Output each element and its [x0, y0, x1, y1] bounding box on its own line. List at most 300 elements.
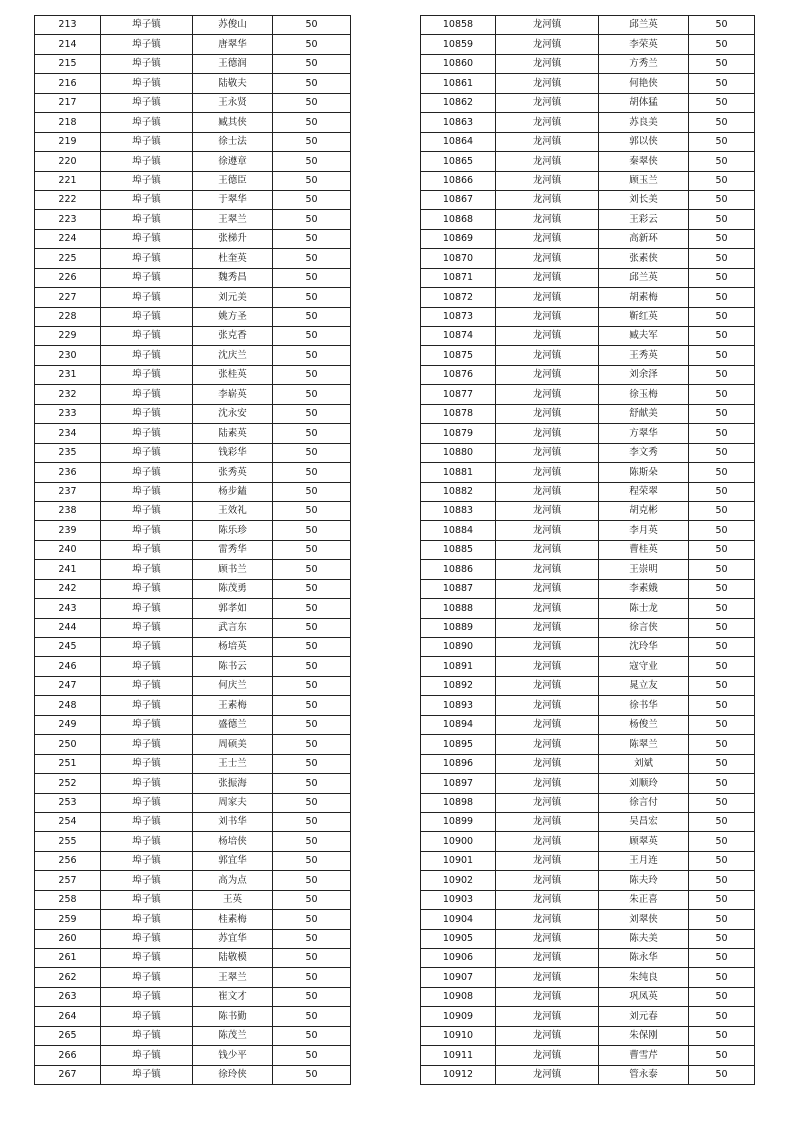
table-row	[35, 929, 351, 948]
town-cell: 龙河镇	[496, 579, 599, 598]
row-number-cell: 10908	[421, 987, 496, 1006]
row-number-cell: 254	[35, 812, 101, 831]
town-cell: 龙河镇	[496, 832, 599, 851]
amount-cell: 50	[273, 987, 351, 1006]
town-cell: 埠子镇	[101, 249, 193, 268]
table-row	[421, 132, 755, 151]
table-row	[35, 949, 351, 968]
table-row	[421, 638, 755, 657]
row-number-cell: 10859	[421, 35, 496, 54]
town-cell: 埠子镇	[101, 599, 193, 618]
table-row	[421, 365, 755, 384]
table-row	[35, 93, 351, 112]
town-cell: 埠子镇	[101, 404, 193, 423]
amount-cell: 50	[689, 676, 755, 695]
amount-cell: 50	[273, 696, 351, 715]
name-cell: 武言东	[193, 618, 273, 637]
amount-cell: 50	[689, 113, 755, 132]
town-cell: 埠子镇	[101, 229, 193, 248]
table-row	[35, 229, 351, 248]
table-row	[35, 424, 351, 443]
row-number-cell: 10889	[421, 618, 496, 637]
row-number-cell: 10869	[421, 229, 496, 248]
row-number-cell: 10890	[421, 638, 496, 657]
amount-cell: 50	[689, 1007, 755, 1026]
table-row	[35, 1026, 351, 1045]
row-number-cell: 10879	[421, 424, 496, 443]
town-cell: 龙河镇	[496, 385, 599, 404]
table-row	[35, 54, 351, 73]
row-number-cell: 265	[35, 1026, 101, 1045]
town-cell: 埠子镇	[101, 365, 193, 384]
row-number-cell: 266	[35, 1046, 101, 1065]
table-row	[421, 443, 755, 462]
row-number-cell: 10891	[421, 657, 496, 676]
name-cell: 徐遵章	[193, 152, 273, 171]
amount-cell: 50	[689, 618, 755, 637]
name-cell: 杨培侠	[193, 832, 273, 851]
row-number-cell: 10881	[421, 463, 496, 482]
name-cell: 舒献美	[599, 404, 689, 423]
name-cell: 陈茂勇	[193, 579, 273, 598]
table-row	[421, 346, 755, 365]
amount-cell: 50	[273, 618, 351, 637]
row-number-cell: 10893	[421, 696, 496, 715]
table-row	[421, 540, 755, 559]
row-number-cell: 238	[35, 501, 101, 520]
name-cell: 臧其侠	[193, 113, 273, 132]
town-cell: 龙河镇	[496, 501, 599, 520]
name-cell: 李荣英	[599, 35, 689, 54]
table-row	[421, 268, 755, 287]
roster-table-left-body	[35, 16, 351, 1085]
town-cell: 龙河镇	[496, 365, 599, 384]
table-row	[421, 910, 755, 929]
town-cell: 龙河镇	[496, 443, 599, 462]
name-cell: 王彩云	[599, 210, 689, 229]
town-cell: 龙河镇	[496, 346, 599, 365]
amount-cell: 50	[273, 249, 351, 268]
name-cell: 于翠华	[193, 190, 273, 209]
name-cell: 程荣翠	[599, 482, 689, 501]
amount-cell: 50	[273, 443, 351, 462]
row-number-cell: 232	[35, 385, 101, 404]
town-cell: 埠子镇	[101, 1046, 193, 1065]
name-cell: 高新环	[599, 229, 689, 248]
row-number-cell: 256	[35, 851, 101, 870]
town-cell: 埠子镇	[101, 793, 193, 812]
row-number-cell: 10861	[421, 74, 496, 93]
town-cell: 龙河镇	[496, 890, 599, 909]
town-cell: 埠子镇	[101, 288, 193, 307]
town-cell: 埠子镇	[101, 540, 193, 559]
amount-cell: 50	[689, 93, 755, 112]
roster-table-right	[420, 15, 755, 1085]
row-number-cell: 243	[35, 599, 101, 618]
town-cell: 龙河镇	[496, 307, 599, 326]
row-number-cell: 10858	[421, 16, 496, 35]
table-row	[35, 482, 351, 501]
amount-cell: 50	[273, 657, 351, 676]
table-row	[421, 249, 755, 268]
name-cell: 徐书华	[599, 696, 689, 715]
town-cell: 埠子镇	[101, 93, 193, 112]
town-cell: 埠子镇	[101, 657, 193, 676]
name-cell: 王翠兰	[193, 210, 273, 229]
table-row	[35, 404, 351, 423]
town-cell: 龙河镇	[496, 1007, 599, 1026]
amount-cell: 50	[273, 715, 351, 734]
row-number-cell: 10895	[421, 735, 496, 754]
table-row	[421, 832, 755, 851]
town-cell: 埠子镇	[101, 501, 193, 520]
row-number-cell: 229	[35, 327, 101, 346]
table-row	[35, 987, 351, 1006]
name-cell: 雷秀华	[193, 540, 273, 559]
table-row	[421, 871, 755, 890]
row-number-cell: 262	[35, 968, 101, 987]
row-number-cell: 263	[35, 987, 101, 1006]
table-row	[421, 35, 755, 54]
table-row	[35, 851, 351, 870]
name-cell: 张克香	[193, 327, 273, 346]
town-cell: 埠子镇	[101, 774, 193, 793]
amount-cell: 50	[273, 171, 351, 190]
row-number-cell: 10874	[421, 327, 496, 346]
row-number-cell: 248	[35, 696, 101, 715]
name-cell: 张秀英	[193, 463, 273, 482]
town-cell: 埠子镇	[101, 307, 193, 326]
amount-cell: 50	[689, 152, 755, 171]
row-number-cell: 10865	[421, 152, 496, 171]
town-cell: 龙河镇	[496, 152, 599, 171]
name-cell: 高为点	[193, 871, 273, 890]
row-number-cell: 257	[35, 871, 101, 890]
row-number-cell: 10902	[421, 871, 496, 890]
row-number-cell: 247	[35, 676, 101, 695]
name-cell: 王效礼	[193, 501, 273, 520]
amount-cell: 50	[273, 35, 351, 54]
amount-cell: 50	[689, 1026, 755, 1045]
name-cell: 刘书华	[193, 812, 273, 831]
name-cell: 王秀英	[599, 346, 689, 365]
name-cell: 姚方圣	[193, 307, 273, 326]
table-row	[421, 949, 755, 968]
town-cell: 埠子镇	[101, 949, 193, 968]
table-row	[35, 871, 351, 890]
name-cell: 邱兰英	[599, 268, 689, 287]
town-cell: 龙河镇	[496, 404, 599, 423]
table-row	[35, 288, 351, 307]
town-cell: 龙河镇	[496, 190, 599, 209]
amount-cell: 50	[689, 735, 755, 754]
row-number-cell: 10878	[421, 404, 496, 423]
table-row	[421, 793, 755, 812]
amount-cell: 50	[273, 424, 351, 443]
row-number-cell: 246	[35, 657, 101, 676]
amount-cell: 50	[273, 268, 351, 287]
town-cell: 龙河镇	[496, 618, 599, 637]
table-row	[421, 229, 755, 248]
row-number-cell: 217	[35, 93, 101, 112]
name-cell: 王永贤	[193, 93, 273, 112]
amount-cell: 50	[273, 482, 351, 501]
town-cell: 埠子镇	[101, 715, 193, 734]
town-cell: 龙河镇	[496, 463, 599, 482]
name-cell: 郭孝如	[193, 599, 273, 618]
amount-cell: 50	[273, 793, 351, 812]
row-number-cell: 10884	[421, 521, 496, 540]
amount-cell: 50	[273, 229, 351, 248]
roster-table-right-body	[421, 16, 755, 1085]
town-cell: 龙河镇	[496, 638, 599, 657]
amount-cell: 50	[273, 832, 351, 851]
amount-cell: 50	[273, 16, 351, 35]
table-row	[35, 910, 351, 929]
town-cell: 龙河镇	[496, 424, 599, 443]
row-number-cell: 10898	[421, 793, 496, 812]
town-cell: 龙河镇	[496, 910, 599, 929]
town-cell: 埠子镇	[101, 735, 193, 754]
row-number-cell: 10894	[421, 715, 496, 734]
amount-cell: 50	[273, 540, 351, 559]
table-row	[421, 385, 755, 404]
amount-cell: 50	[273, 774, 351, 793]
name-cell: 钱彩华	[193, 443, 273, 462]
row-number-cell: 10896	[421, 754, 496, 773]
town-cell: 龙河镇	[496, 793, 599, 812]
table-row	[35, 812, 351, 831]
table-row	[35, 599, 351, 618]
town-cell: 埠子镇	[101, 268, 193, 287]
table-row	[421, 735, 755, 754]
name-cell: 徐玲侠	[193, 1065, 273, 1084]
town-cell: 龙河镇	[496, 35, 599, 54]
row-number-cell: 10907	[421, 968, 496, 987]
amount-cell: 50	[689, 832, 755, 851]
table-row	[35, 249, 351, 268]
table-row	[421, 618, 755, 637]
name-cell: 李崭英	[193, 385, 273, 404]
table-row	[35, 793, 351, 812]
amount-cell: 50	[273, 851, 351, 870]
amount-cell: 50	[273, 638, 351, 657]
name-cell: 王崇明	[599, 560, 689, 579]
name-cell: 何庆兰	[193, 676, 273, 695]
amount-cell: 50	[689, 715, 755, 734]
town-cell: 龙河镇	[496, 16, 599, 35]
row-number-cell: 10911	[421, 1046, 496, 1065]
town-cell: 埠子镇	[101, 871, 193, 890]
amount-cell: 50	[689, 851, 755, 870]
amount-cell: 50	[689, 949, 755, 968]
name-cell: 朱纯良	[599, 968, 689, 987]
name-cell: 王翠兰	[193, 968, 273, 987]
amount-cell: 50	[273, 132, 351, 151]
row-number-cell: 214	[35, 35, 101, 54]
town-cell: 埠子镇	[101, 676, 193, 695]
table-row	[421, 210, 755, 229]
town-cell: 埠子镇	[101, 812, 193, 831]
town-cell: 龙河镇	[496, 715, 599, 734]
amount-cell: 50	[273, 190, 351, 209]
table-row	[421, 190, 755, 209]
amount-cell: 50	[273, 288, 351, 307]
amount-cell: 50	[689, 482, 755, 501]
row-number-cell: 10866	[421, 171, 496, 190]
table-row	[35, 696, 351, 715]
name-cell: 魏秀昌	[193, 268, 273, 287]
amount-cell: 50	[689, 327, 755, 346]
table-row	[35, 754, 351, 773]
town-cell: 埠子镇	[101, 463, 193, 482]
name-cell: 刘元春	[599, 1007, 689, 1026]
amount-cell: 50	[273, 812, 351, 831]
amount-cell: 50	[273, 346, 351, 365]
name-cell: 陈茂兰	[193, 1026, 273, 1045]
amount-cell: 50	[273, 54, 351, 73]
amount-cell: 50	[273, 1065, 351, 1084]
amount-cell: 50	[689, 540, 755, 559]
town-cell: 龙河镇	[496, 987, 599, 1006]
amount-cell: 50	[689, 249, 755, 268]
row-number-cell: 215	[35, 54, 101, 73]
row-number-cell: 249	[35, 715, 101, 734]
row-number-cell: 244	[35, 618, 101, 637]
row-number-cell: 216	[35, 74, 101, 93]
amount-cell: 50	[273, 1046, 351, 1065]
town-cell: 龙河镇	[496, 949, 599, 968]
amount-cell: 50	[273, 871, 351, 890]
amount-cell: 50	[689, 1046, 755, 1065]
name-cell: 沈庆兰	[193, 346, 273, 365]
table-row	[35, 385, 351, 404]
name-cell: 郭以侠	[599, 132, 689, 151]
row-number-cell: 267	[35, 1065, 101, 1084]
amount-cell: 50	[273, 404, 351, 423]
table-row	[35, 540, 351, 559]
table-row	[421, 327, 755, 346]
amount-cell: 50	[273, 327, 351, 346]
row-number-cell: 10904	[421, 910, 496, 929]
name-cell: 吴昌宏	[599, 812, 689, 831]
town-cell: 龙河镇	[496, 676, 599, 695]
row-number-cell: 252	[35, 774, 101, 793]
town-cell: 埠子镇	[101, 832, 193, 851]
row-number-cell: 10862	[421, 93, 496, 112]
table-row	[35, 968, 351, 987]
table-row	[421, 501, 755, 520]
row-number-cell: 10912	[421, 1065, 496, 1084]
table-row	[421, 424, 755, 443]
table-row	[35, 190, 351, 209]
table-row	[421, 657, 755, 676]
table-row	[421, 1065, 755, 1084]
amount-cell: 50	[273, 949, 351, 968]
row-number-cell: 226	[35, 268, 101, 287]
amount-cell: 50	[689, 443, 755, 462]
amount-cell: 50	[689, 16, 755, 35]
name-cell: 刘余泽	[599, 365, 689, 384]
town-cell: 龙河镇	[496, 268, 599, 287]
row-number-cell: 230	[35, 346, 101, 365]
town-cell: 龙河镇	[496, 132, 599, 151]
name-cell: 陈书勤	[193, 1007, 273, 1026]
name-cell: 王德臣	[193, 171, 273, 190]
town-cell: 埠子镇	[101, 560, 193, 579]
table-row	[35, 890, 351, 909]
amount-cell: 50	[689, 890, 755, 909]
name-cell: 陈斯朵	[599, 463, 689, 482]
town-cell: 龙河镇	[496, 851, 599, 870]
roster-table-left	[34, 15, 351, 1085]
town-cell: 埠子镇	[101, 754, 193, 773]
table-row	[421, 171, 755, 190]
town-cell: 埠子镇	[101, 54, 193, 73]
row-number-cell: 213	[35, 16, 101, 35]
town-cell: 埠子镇	[101, 385, 193, 404]
town-cell: 龙河镇	[496, 871, 599, 890]
row-number-cell: 10875	[421, 346, 496, 365]
row-number-cell: 242	[35, 579, 101, 598]
town-cell: 埠子镇	[101, 696, 193, 715]
town-cell: 埠子镇	[101, 910, 193, 929]
amount-cell: 50	[273, 385, 351, 404]
town-cell: 埠子镇	[101, 521, 193, 540]
town-cell: 龙河镇	[496, 735, 599, 754]
table-row	[421, 929, 755, 948]
table-row	[35, 560, 351, 579]
town-cell: 埠子镇	[101, 482, 193, 501]
table-row	[35, 657, 351, 676]
table-row	[421, 152, 755, 171]
name-cell: 周家夫	[193, 793, 273, 812]
town-cell: 埠子镇	[101, 929, 193, 948]
table-row	[421, 16, 755, 35]
amount-cell: 50	[689, 229, 755, 248]
amount-cell: 50	[689, 812, 755, 831]
amount-cell: 50	[689, 132, 755, 151]
town-cell: 龙河镇	[496, 482, 599, 501]
table-row	[35, 16, 351, 35]
town-cell: 埠子镇	[101, 579, 193, 598]
amount-cell: 50	[273, 910, 351, 929]
town-cell: 龙河镇	[496, 93, 599, 112]
row-number-cell: 237	[35, 482, 101, 501]
row-number-cell: 235	[35, 443, 101, 462]
table-row	[421, 54, 755, 73]
name-cell: 刘长美	[599, 190, 689, 209]
row-number-cell: 253	[35, 793, 101, 812]
name-cell: 曹雪芹	[599, 1046, 689, 1065]
name-cell: 徐士法	[193, 132, 273, 151]
table-row	[421, 715, 755, 734]
amount-cell: 50	[273, 890, 351, 909]
table-row	[421, 579, 755, 598]
table-row	[35, 735, 351, 754]
town-cell: 埠子镇	[101, 890, 193, 909]
town-cell: 埠子镇	[101, 74, 193, 93]
row-number-cell: 10877	[421, 385, 496, 404]
town-cell: 埠子镇	[101, 132, 193, 151]
amount-cell: 50	[689, 929, 755, 948]
amount-cell: 50	[689, 793, 755, 812]
amount-cell: 50	[273, 1007, 351, 1026]
amount-cell: 50	[273, 307, 351, 326]
table-row	[35, 132, 351, 151]
amount-cell: 50	[273, 93, 351, 112]
town-cell: 埠子镇	[101, 1065, 193, 1084]
